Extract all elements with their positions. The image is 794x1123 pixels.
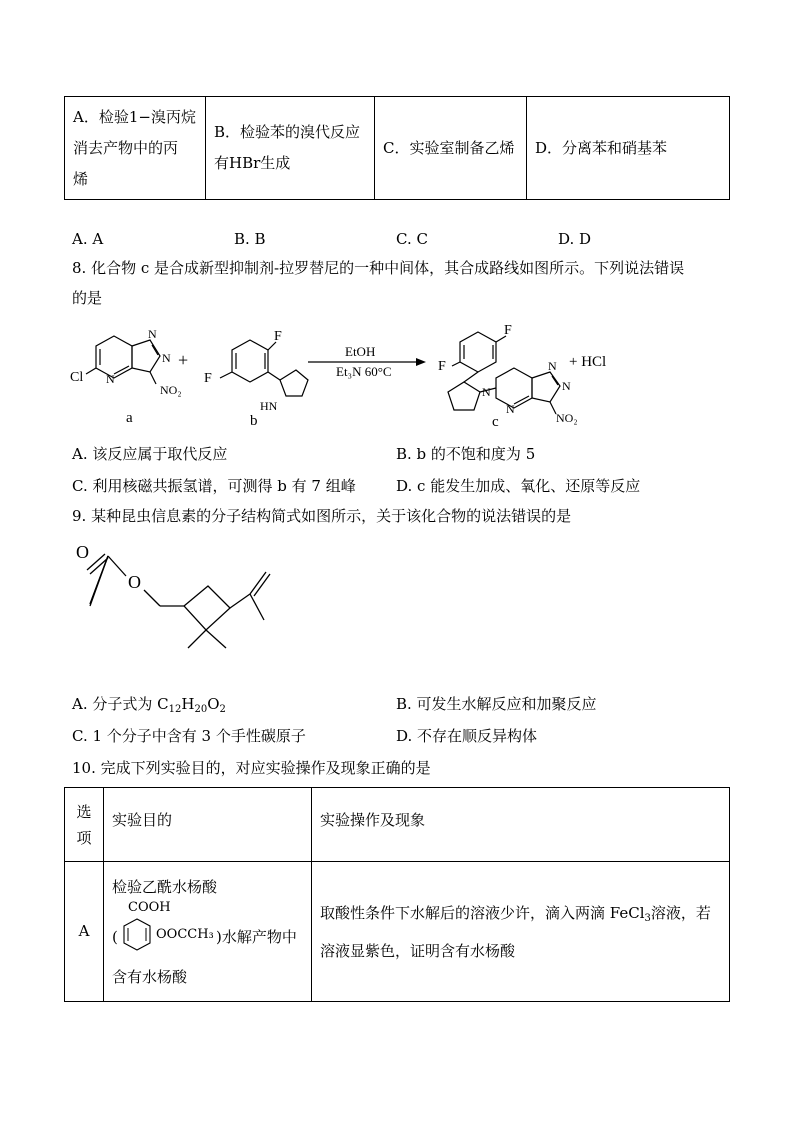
q8-option-c: C. 利用核磁共振氢谱，可测得 b 有 7 组峰	[72, 477, 356, 495]
f-atom: F	[438, 359, 446, 374]
q8-option-d: D. c 能发生加成、氧化、还原等反应	[396, 477, 641, 495]
f-atom: F	[274, 329, 282, 344]
nh-group: HN	[260, 399, 278, 413]
q7-options-table	[64, 96, 730, 200]
no2-group: NO₂	[160, 383, 182, 397]
q7-cell-b: B．检验苯的溴代反应 有HBr生成	[206, 97, 375, 200]
q10-stem: 10. 完成下列实验目的，对应实验操作及现象正确的是	[72, 759, 431, 777]
ester-oxygen: O	[128, 572, 141, 592]
q7-cell-d: D．分离苯和硝基苯	[527, 97, 730, 200]
n-atom: N	[562, 379, 571, 393]
q10-header-purpose: 实验目的	[104, 788, 312, 862]
n-atom: N	[106, 372, 115, 386]
q9-option-b: B. 可发生水解反应和加聚反应	[396, 695, 597, 713]
q7-option-d: D. D	[558, 230, 592, 248]
n-atom: N	[506, 402, 515, 416]
q8-stem-line1: 8. 化合物 c 是合成新型抑制剂-拉罗替尼的一种中间体，其合成路线如图所示。下列说法错误	[72, 259, 685, 277]
cl-atom: Cl	[70, 370, 84, 385]
q9-option-a: A. 分子式为 $C_{12}H_{20}O_2$	[72, 695, 226, 715]
reagent-top: EtOH	[345, 344, 376, 359]
q8-option-b: B. b 的不饱和度为 5	[396, 445, 536, 463]
q8-option-a: A. 该反应属于取代反应	[72, 445, 228, 463]
hcl-byproduct: + HCl	[569, 354, 607, 370]
q10-header-operation: 实验操作及现象	[312, 788, 730, 862]
q7-cell-a: A．检验1−溴丙烷 消去产物中的丙 烯	[65, 97, 206, 200]
q8-reaction-scheme	[64, 318, 734, 434]
q9-option-c: C. 1 个分子中含有 3 个手性碳原子	[72, 727, 306, 745]
q7-option-a: A. A	[72, 230, 104, 248]
q10-header-option: 选 项	[65, 788, 104, 862]
reagent-bottom: Et₃N 60°C	[336, 364, 392, 379]
benzene-ring-icon	[120, 916, 154, 954]
compound-label-c: c	[492, 414, 499, 430]
n-atom: N	[148, 327, 157, 341]
q10-row-a-operation: 取酸性条件下水解后的溶液少许，滴入两滴 FeCl$_3$溶液，若 溶液显紫色，证明含有水杨酸	[312, 862, 730, 1002]
q7-cell-c: C．实验室制备乙烯	[375, 97, 527, 200]
compound-label-a: a	[126, 410, 133, 426]
n-atom: N	[482, 385, 491, 399]
q10-experiment-table	[64, 787, 730, 1002]
q9-stem: 9. 某种昆虫信息素的分子结构简式如图所示，关于该化合物的说法错误的是	[72, 507, 572, 525]
q10-row-a-purpose: 检验乙酰水杨酸 COOH ( OOCCH₃ )水解产物中 含有水杨酸	[104, 862, 312, 1002]
salicylic-structure-line: COOH ( OOCCH₃ )水解产物中	[112, 900, 310, 962]
f-atom: F	[504, 323, 512, 338]
no2-group: NO₂	[556, 411, 578, 425]
carbonyl-oxygen: O	[76, 542, 89, 562]
f-atom: F	[204, 371, 212, 386]
n-atom: N	[548, 359, 557, 373]
n-atom: N	[162, 351, 171, 365]
q8-stem-line2: 的是	[72, 289, 103, 307]
plus-sign: +	[178, 350, 189, 370]
q10-row-a-label: A	[65, 862, 104, 1002]
q9-option-d: D. 不存在顺反异构体	[396, 727, 538, 745]
compound-label-b: b	[250, 413, 258, 429]
q9-molecule-structure	[64, 536, 314, 660]
q7-option-b: B. B	[234, 230, 266, 248]
q7-option-c: C. C	[396, 230, 428, 248]
